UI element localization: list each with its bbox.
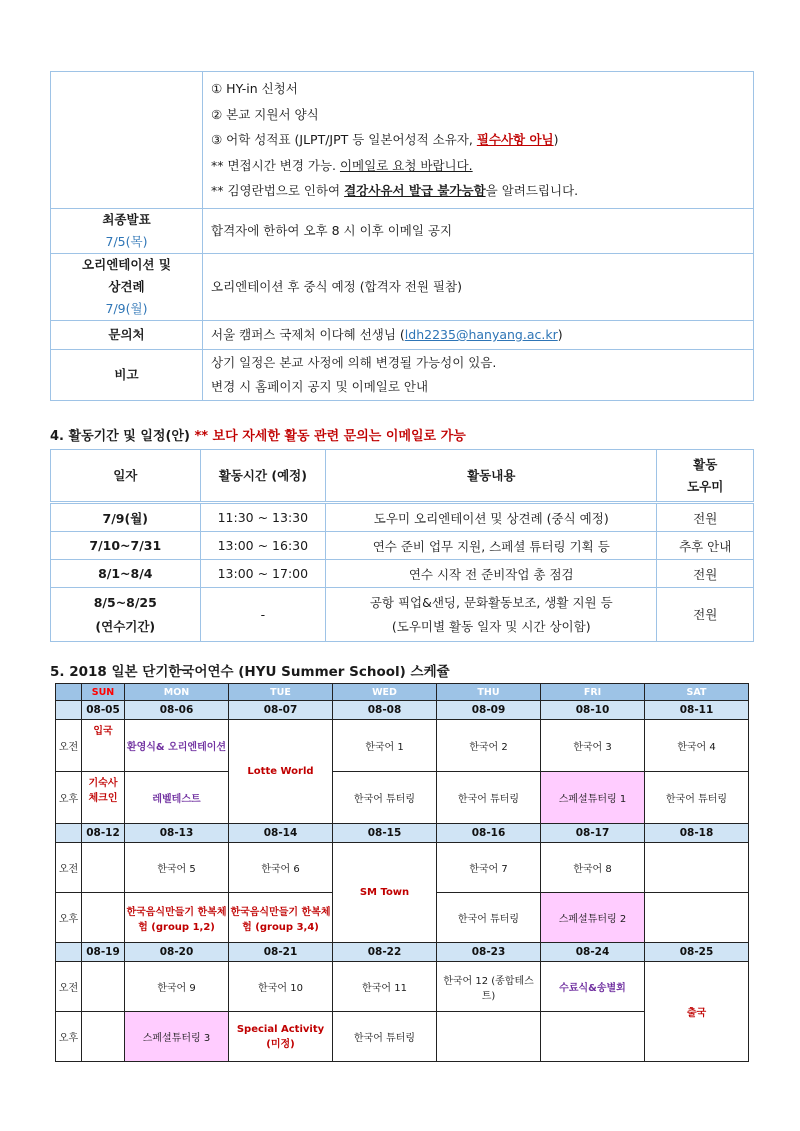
req-item-2: ② 본교 지원서 양식	[211, 106, 319, 122]
week3-am: 오전 한국어 9 한국어 10 한국어 11 한국어 12 (종합테스트) 수료식&송별회 출국	[56, 962, 749, 1012]
req-not-required: 필수사항 아님	[476, 132, 554, 148]
schedule-table	[55, 683, 749, 1062]
remarks-value: 상기 일정은 본교 사정에 의해 변경될 가능성이 있음. 변경 시 홈페이지 공지 및 이메일로 안내	[203, 350, 754, 401]
week1-am: 오전 입국 환영식& 오리엔테이션 Lotte World 한국어 1 한국어 2 한국어 3 한국어 4	[56, 720, 749, 772]
contact-value: 서울 캠퍼스 국제처 이다혜 선생님 (ldh2235@hanyang.ac.kr)	[203, 321, 754, 350]
activity-table	[50, 449, 754, 642]
table-row: 7/9(월) 11:30 ~ 13:30 도우미 오리엔테이션 및 상견례 (중식 예정) 전원	[51, 503, 754, 532]
info-table	[50, 71, 754, 401]
week1-dates: 08-05 08-06 08-07 08-08 08-09 08-10 08-11	[56, 701, 749, 720]
contact-label: 문의처	[51, 321, 203, 350]
col-content-header: 활동내용	[326, 450, 657, 503]
final-announce-value: 합격자에 한하여 오후 8 시 이후 이메일 공지	[203, 209, 754, 254]
table-row: 8/1~8/4 13:00 ~ 17:00 연수 시작 전 준비작업 총 점검 전원	[51, 560, 754, 588]
section4-title: 4. 활동기간 및 일정(안) ** 보다 자세한 활동 관련 문의는 이메일로 가능	[50, 429, 466, 444]
week2-am: 오전 한국어 5 한국어 6 SM Town 한국어 7 한국어 8	[56, 843, 749, 893]
week1-pm: 오후 기숙사 체크인 레벨테스트 한국어 튜터링 한국어 튜터링 스페셜튜터링 1 한국어 튜터링	[56, 772, 749, 824]
orientation-label: 오리엔테이션 및 상견례 7/9(월)	[51, 254, 203, 321]
departure-cell: 출국	[645, 962, 749, 1062]
table-row: 7/10~7/31 13:00 ~ 16:30 연수 준비 업무 지원, 스페셜 튜터링 기획 등 추후 안내	[51, 532, 754, 560]
col-helper-header: 활동 도우미	[657, 450, 754, 503]
req-note-1: ** 면접시간 변경 가능. 이메일로 요청 바랍니다.	[211, 157, 473, 173]
week3-dates: 08-19 08-20 08-21 08-22 08-23 08-24 08-25	[56, 943, 749, 962]
col-date-header: 일자	[51, 450, 201, 503]
req-item-1: ① HY-in 신청서	[211, 81, 298, 97]
req-item-3: ③ 어학 성적표 (JLPT/JPT 등 일본어성적 소유자, 필수사항 아님)	[211, 132, 559, 148]
weekday-header-row: SUN MON TUE WED THU FRI SAT	[56, 684, 749, 701]
week2-pm: 오후 한국음식만들기 한복체험 (group 1,2) 한국음식만들기 한복체험 (group 3,4) 한국어 튜터링 스페셜튜터링 2	[56, 893, 749, 943]
sm-town-cell: SM Town	[333, 843, 437, 943]
col-time-header: 활동시간 (예정)	[200, 450, 326, 503]
remarks-label: 비고	[51, 350, 203, 401]
week2-dates: 08-12 08-13 08-14 08-15 08-16 08-17 08-18	[56, 824, 749, 843]
table-row: 8/5~8/25 (연수기간) - 공항 픽업&샌딩, 문화활동보조, 생활 지원 등 (도우미별 활동 일자 및 시간 상이함) 전원	[51, 588, 754, 642]
week3-pm: 오후 스페셜튜터링 3 Special Activity (미정) 한국어 튜터링	[56, 1012, 749, 1062]
requirements-label-cell	[51, 72, 203, 209]
final-announce-label: 최종발표 7/5(목)	[51, 209, 203, 254]
section5-title: 5. 2018 일본 단기한국어연수 (HYU Summer School) 스케쥴	[50, 664, 450, 680]
lotte-world-cell: Lotte World	[229, 720, 333, 824]
orientation-value: 오리엔테이션 후 중식 예정 (합격자 전원 필참)	[203, 254, 754, 321]
section4-note: ** 보다 자세한 활동 관련 문의는 이메일로 가능	[194, 429, 466, 444]
requirements-cell	[203, 72, 754, 209]
req-note-2: ** 김영란법으로 인하여 결강사유서 발급 불가능함을 알려드립니다.	[211, 183, 579, 199]
contact-email-link[interactable]: ldh2235@hanyang.ac.kr	[404, 327, 558, 342]
